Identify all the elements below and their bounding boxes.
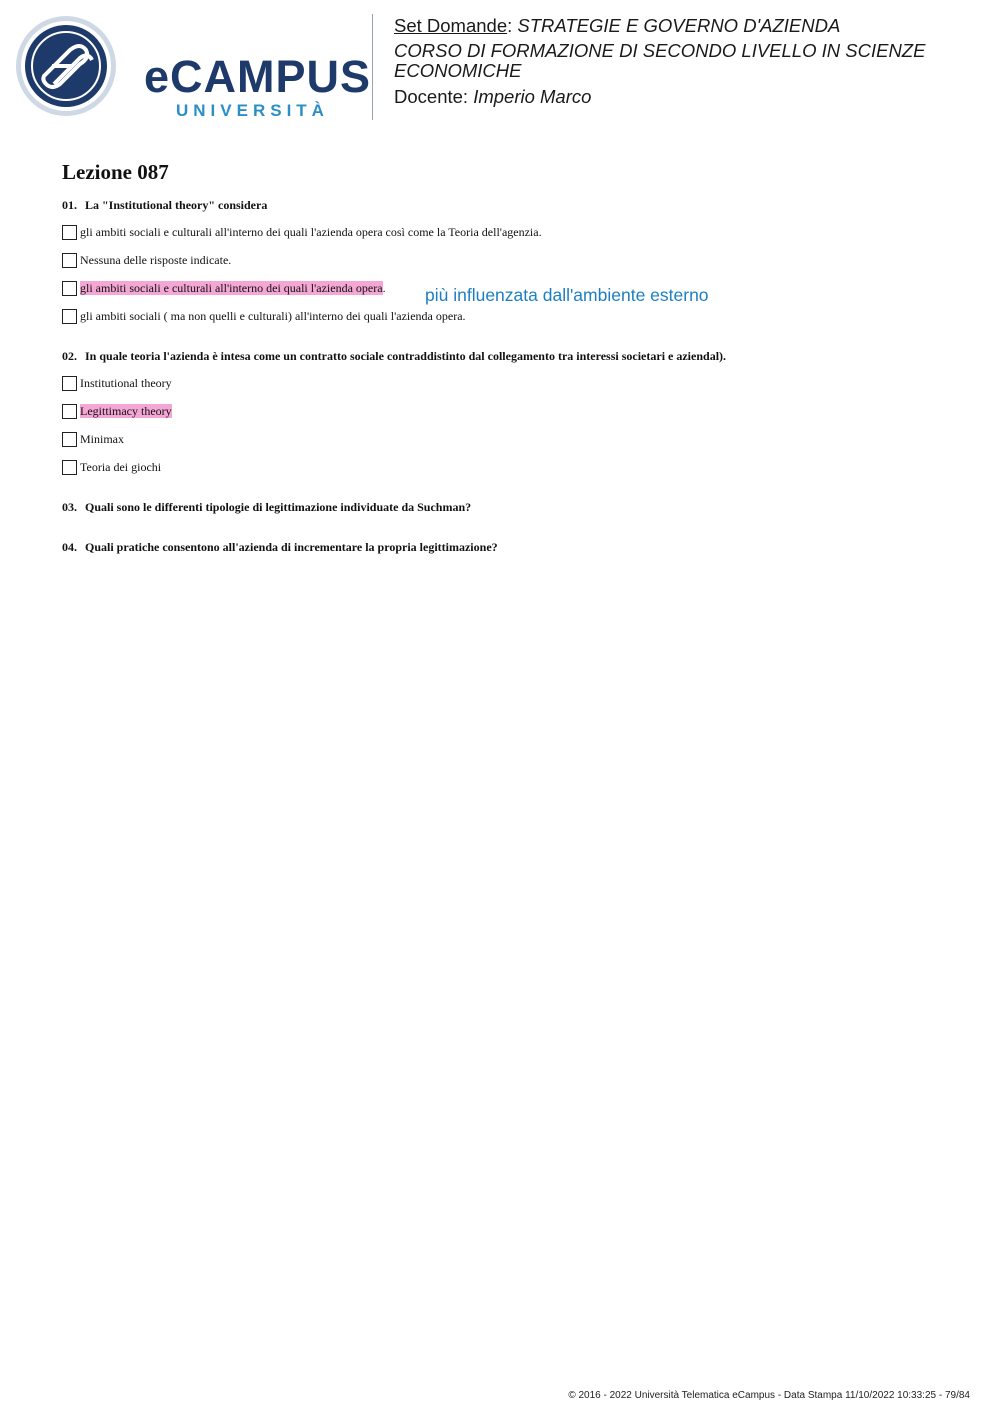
page-footer: © 2016 - 2022 Università Telematica eCampus - Data Stampa 11/10/2022 10:33:25 - 79/84 [568, 1390, 970, 1401]
answer-option[interactable] [62, 459, 161, 475]
answer-checkbox[interactable] [62, 253, 77, 268]
answer-option-highlighted[interactable] [62, 403, 172, 419]
answer-text: gli ambiti sociali ( ma non quelli e culturali) all'interno dei quali l'azienda opera. [80, 309, 466, 323]
answer-checkbox[interactable] [62, 281, 77, 296]
answer-text: gli ambiti sociali e culturali all'interno dei quali l'azienda opera così come la Teoria dell'agenzia. [80, 225, 542, 239]
answer-option-highlighted[interactable] [62, 280, 386, 296]
question-number: 03. [62, 500, 77, 514]
answer-option[interactable] [62, 252, 231, 268]
header-divider [372, 14, 373, 120]
course-title: CORSO DI FORMAZIONE DI SECONDO LIVELLO IN SCIENZE ECONOMICHE [394, 40, 926, 81]
docente-name: Imperio Marco [473, 86, 592, 107]
question-text: Quali sono le differenti tipologie di legittimazione individuate da Suchman? [85, 500, 472, 514]
answer-checkbox[interactable] [62, 432, 77, 447]
lesson-title: Lezione 087 [62, 160, 169, 184]
handwritten-note: più influenzata dall'ambiente esterno [425, 285, 709, 305]
question-04 [62, 540, 498, 555]
answer-text: Minimax [80, 432, 124, 446]
question-03 [62, 500, 471, 515]
question-01 [62, 198, 267, 213]
header-info [394, 14, 984, 112]
set-title: STRATEGIE E GOVERNO D'AZIENDA [517, 15, 841, 36]
answer-text-highlighted: Legittimacy theory [80, 404, 172, 418]
question-number: 02. [62, 349, 77, 363]
answer-checkbox[interactable] [62, 460, 77, 475]
logo-wordmark: eCAMPUS [144, 51, 372, 102]
answer-text: Nessuna delle risposte indicate. [80, 253, 232, 267]
answer-option[interactable] [62, 375, 172, 391]
answer-text-suffix: . [382, 281, 386, 295]
set-label: Set Domande [394, 15, 508, 36]
question-02 [62, 349, 726, 364]
logo-subtitle: UNIVERSITÀ [176, 101, 329, 120]
ecampus-logo [14, 14, 372, 120]
question-number: 04. [62, 540, 77, 554]
answer-checkbox[interactable] [62, 404, 77, 419]
answer-checkbox[interactable] [62, 376, 77, 391]
answer-text: Teoria dei giochi [80, 460, 162, 474]
answer-checkbox[interactable] [62, 225, 77, 240]
ecampus-emblem-icon [14, 14, 118, 118]
question-text: La "Institutional theory" considera [85, 198, 268, 212]
answer-option[interactable] [62, 308, 466, 324]
set-line [394, 14, 984, 37]
answer-option[interactable] [62, 224, 542, 240]
question-number: 01. [62, 198, 77, 212]
answer-text-highlighted: gli ambiti sociali e culturali all'interno dei quali l'azienda opera [80, 281, 383, 295]
question-text: In quale teoria l'azienda è intesa come un contratto sociale contraddistinto dal collegamento tra interessi societari e aziendal). [85, 349, 727, 363]
docente-label: Docente: [394, 86, 474, 107]
docente-line [394, 85, 984, 108]
page-header [0, 0, 1000, 130]
answer-text: Institutional theory [80, 376, 172, 390]
answer-checkbox[interactable] [62, 309, 77, 324]
question-text: Quali pratiche consentono all'azienda di incrementare la propria legittimazione? [85, 540, 498, 554]
answer-option[interactable] [62, 431, 124, 447]
set-separator: : [507, 15, 518, 36]
